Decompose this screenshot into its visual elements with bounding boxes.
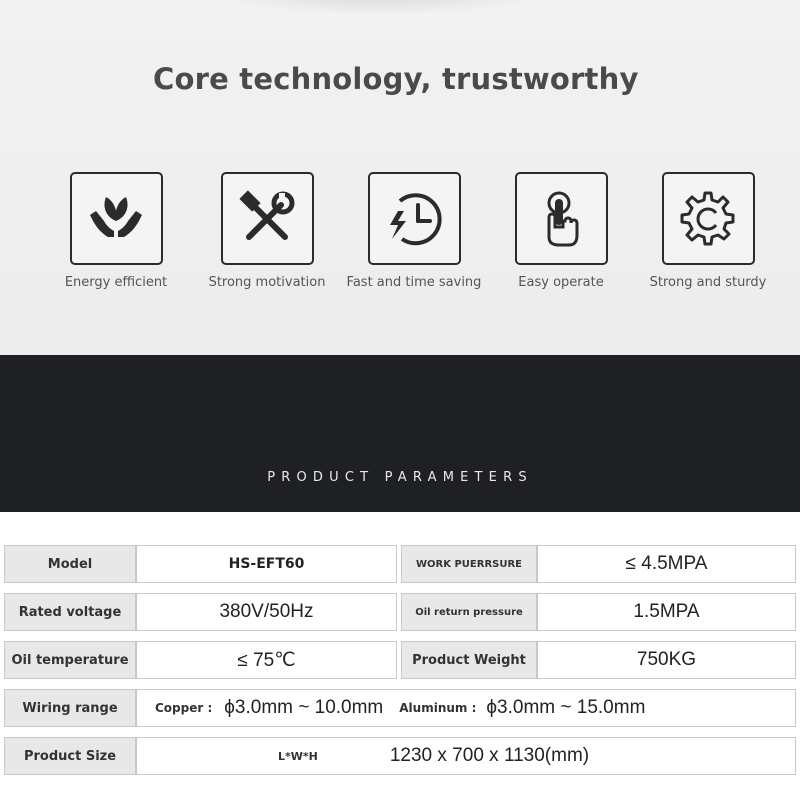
feature-label: Strong and sturdy [649, 275, 767, 290]
product-weight-value: 750KG [537, 641, 796, 679]
wiring-range-value [136, 689, 796, 727]
product-weight-label: Product Weight [401, 641, 537, 679]
table-row [4, 689, 796, 729]
tools-hammer-wrench-icon [221, 172, 314, 265]
energy-leaf-hands-icon [70, 172, 163, 265]
clock-lightning-icon [368, 172, 461, 265]
oil-temperature-label: Oil temperature [4, 641, 136, 679]
work-pressure-value: ≤ 4.5MPA [537, 545, 796, 583]
feature-label: Easy operate [518, 275, 604, 290]
feature-label: Fast and time saving [346, 275, 482, 290]
feature-label: Energy efficient [64, 275, 168, 290]
oil-return-pressure-label: Oil return pressure [401, 593, 537, 631]
parameters-banner [0, 355, 800, 512]
hand-touch-icon [515, 172, 608, 265]
feature-strong-sturdy [623, 172, 793, 290]
work-pressure-label: WORK PUERRSURE [401, 545, 537, 583]
copper-label: Copper : [155, 701, 213, 715]
table-row [4, 593, 796, 633]
feature-energy-efficient [31, 172, 201, 290]
dimensions-value: 1230 x 700 x 1130(mm) [389, 745, 590, 766]
decorative-shadow [200, 0, 560, 15]
table-row [4, 641, 796, 681]
product-size-label: Product Size [4, 737, 136, 775]
product-size-value [136, 737, 796, 775]
rated-voltage-label: Rated voltage [4, 593, 136, 631]
model-value: HS-EFT60 [136, 545, 397, 583]
rated-voltage-value: 380V/50Hz [136, 593, 397, 631]
page-headline: Core technology, trustworthy [153, 62, 639, 96]
section-title: PRODUCT PARAMETERS [267, 470, 533, 485]
dimensions-label: L*W*H [278, 749, 318, 763]
feature-strong-motivation [182, 172, 352, 290]
feature-section [0, 0, 800, 355]
copper-value: ϕ3.0mm ~ 10.0mm [224, 697, 384, 718]
model-label: Model [4, 545, 136, 583]
aluminum-label: Aluminum : [399, 701, 477, 715]
oil-temperature-value: ≤ 75℃ [136, 641, 397, 679]
parameters-table [0, 512, 800, 800]
oil-return-pressure-value: 1.5MPA [537, 593, 796, 631]
wiring-range-label: Wiring range [4, 689, 136, 727]
aluminum-value: ϕ3.0mm ~ 15.0mm [486, 697, 646, 718]
feature-easy-operate [476, 172, 646, 290]
feature-fast-time-saving [329, 172, 499, 290]
feature-label: Strong motivation [208, 275, 326, 290]
table-row [4, 545, 796, 585]
gear-icon [662, 172, 755, 265]
table-row [4, 737, 796, 777]
